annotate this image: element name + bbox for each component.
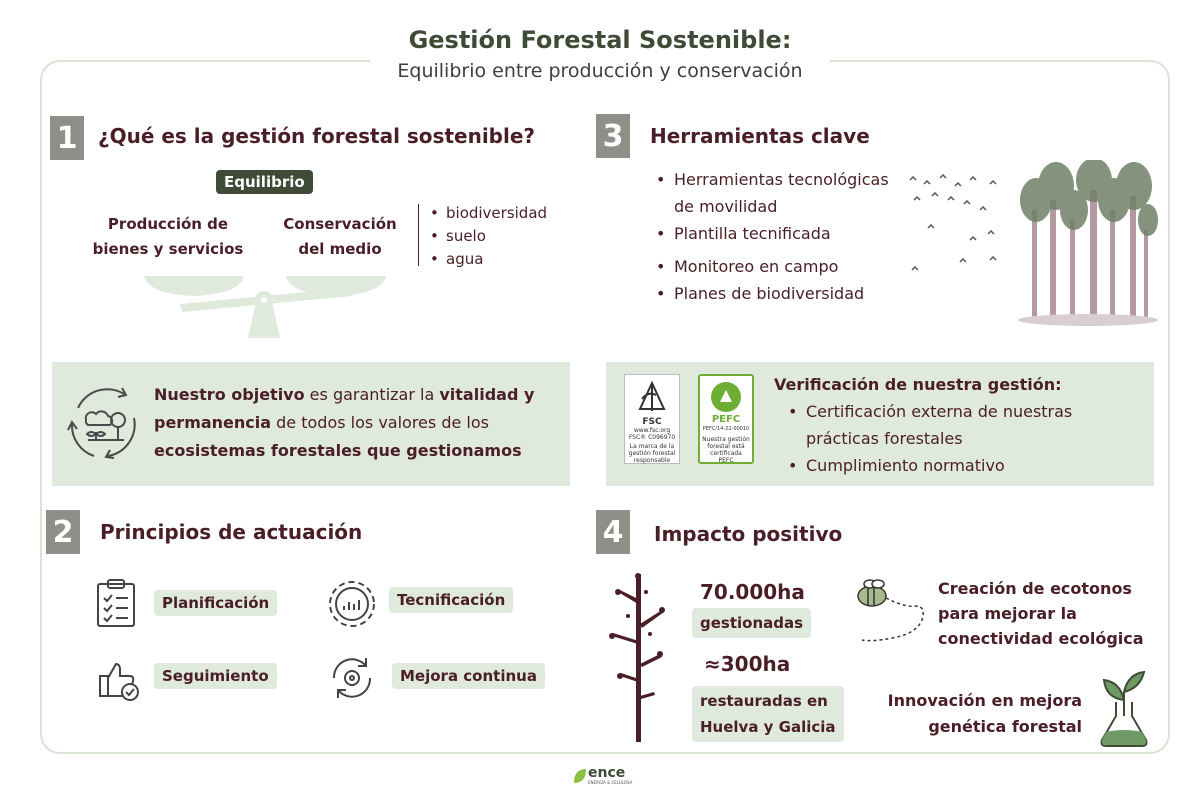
leaf-icon xyxy=(572,767,586,785)
list-item: • Planes de biodiversidad xyxy=(654,280,904,307)
page-title: Gestión Forestal Sostenible: xyxy=(408,26,792,54)
section-4-title: Impacto positivo xyxy=(654,522,843,546)
ecosystem-cycle-icon xyxy=(64,384,144,464)
principle-mejora-continua: Mejora continua xyxy=(392,663,545,689)
scale-icon xyxy=(140,268,390,344)
section-3-number: 3 xyxy=(596,114,630,158)
checklist-icon xyxy=(94,578,138,628)
section-3-title: Herramientas clave xyxy=(650,124,870,148)
list-item: • Plantilla tecnificada xyxy=(654,220,904,247)
section-4-number: 4 xyxy=(596,510,630,554)
ence-logo: ence ENERGÍA & CELULOSA xyxy=(572,766,632,786)
objective-text: Nuestro objetivo es garantizar la vitalidad y permanencia de todos los valores de los ecosistemas forestales que gestionamos xyxy=(154,385,535,460)
bee-icon xyxy=(852,576,942,646)
list-item: • agua xyxy=(428,248,547,271)
principle-seguimiento: Seguimiento xyxy=(154,663,277,689)
list-item: • Herramientas tecnológicas de movilidad xyxy=(654,166,904,220)
section-2-number: 2 xyxy=(46,510,80,554)
divider xyxy=(418,204,419,266)
genetics-text: Innovación en mejora genética forestal xyxy=(887,691,1082,736)
stat-managed-label: gestionadas xyxy=(692,608,811,638)
principle-planificacion: Planificación xyxy=(154,590,277,616)
stat-restored-label: restauradas en Huelva y Galicia xyxy=(692,686,844,742)
list-item: • suelo xyxy=(428,225,547,248)
verification-title: Verificación de nuestra gestión: xyxy=(774,375,1062,394)
page-subtitle: Equilibrio entre producción y conservación xyxy=(397,60,803,82)
thumbs-up-icon xyxy=(94,654,142,702)
flask-sprout-icon xyxy=(1094,662,1154,748)
gear-chart-icon xyxy=(326,578,378,630)
continuous-improvement-icon xyxy=(326,652,378,704)
conservation-label: Conservación del medio xyxy=(283,215,397,258)
list-item: • biodiversidad xyxy=(428,202,547,225)
section-2-title: Principios de actuación xyxy=(100,520,363,544)
forest-icon xyxy=(1018,160,1158,326)
tools-list xyxy=(654,166,904,307)
stat-managed-value: 70.000ha xyxy=(700,580,805,604)
section-1-number: 1 xyxy=(50,116,84,160)
production-label: Producción de bienes y servicios xyxy=(92,215,244,258)
tree-icon xyxy=(600,564,680,744)
list-item: • Cumplimiento normativo xyxy=(786,452,1106,479)
fsc-logo: FSC www.fsc.org FSC® C096970 La marca de la gestión forestal responsable xyxy=(624,374,680,464)
pefc-logo: PEFC PEFC/14-22-00010 Nuestra gestión forestal está certificada PEFC xyxy=(698,374,754,464)
conservation-list xyxy=(428,202,547,271)
principle-tecnificacion: Tecnificación xyxy=(389,587,513,613)
stat-restored-value: ≈300ha xyxy=(704,652,791,676)
ecotones-text: Creación de ecotonos para mejorar la conectividad ecológica xyxy=(938,579,1144,648)
list-item: • Monitoreo en campo xyxy=(654,253,904,280)
section-1-title: ¿Qué es la gestión forestal sostenible? xyxy=(98,124,536,148)
balance-badge: Equilibrio xyxy=(216,170,313,194)
list-item: • Certificación externa de nuestras prácticas forestales xyxy=(786,398,1106,452)
verification-list xyxy=(786,398,1106,479)
birds-icon xyxy=(900,170,1020,280)
